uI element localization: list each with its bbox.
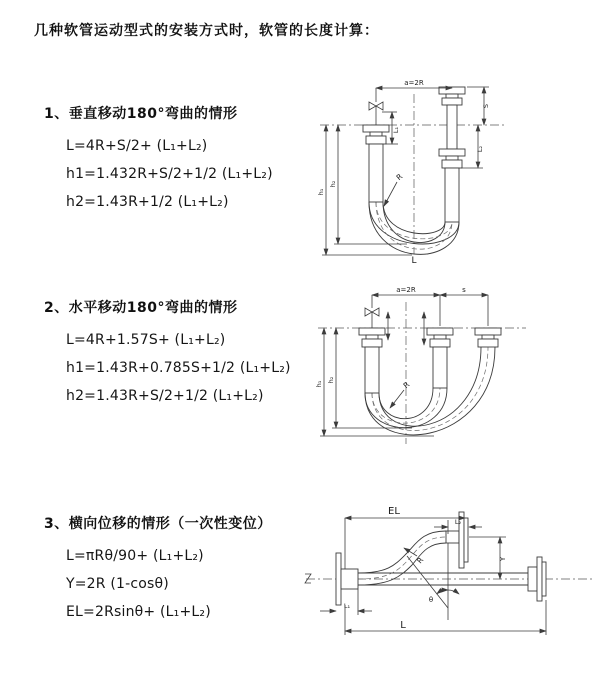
dim-label-s: s [462,286,466,294]
middle-end-fitting [427,328,453,388]
right-flange-original [528,557,546,601]
valve-icon [365,308,379,328]
dim-label-L2: L₂ [454,518,462,526]
formula-h2: h2=1.43R+1/2 (L₁+L₂) [66,194,229,210]
dim-label-R: R [394,171,405,183]
dim-label-a2R: a=2R [404,79,424,87]
diagram-lateral-displacement [298,498,600,646]
formula-h1: h1=1.432R+S/2+1/2 (L₁+L₂) [66,166,273,182]
formula-L: L=4R+1.57S+ (L₁+L₂) [66,332,226,348]
moved-end-fitting [475,328,501,347]
section-3-formulas [44,542,324,626]
dim-label-L2: L₂ [476,145,484,153]
dimensions [317,79,490,266]
centerlines [320,94,504,254]
section-lateral-displacement [44,514,324,626]
dim-label-a2R: a=2R [396,286,416,294]
diagram-vertical-180-bend [312,72,600,267]
page-title: 几种软管运动型式的安装方式时，软管的长度计算： [34,23,379,39]
dim-label-h1: h₁ [317,188,325,196]
left-end-fitting [359,328,385,393]
section-3-heading: 3、横向位移的情形（一次性变位） [44,516,272,532]
formula-Y: Y=2R (1-cosθ) [66,576,169,592]
dim-label-h2: h₂ [329,180,337,188]
dim-label-h2: h₂ [327,376,335,384]
formula-EL: EL=2Rsinθ+ (L₁+L₂) [66,604,211,620]
diagram-horizontal-180-bend [312,282,600,454]
dim-label-L1: L₁ [392,126,400,134]
formula-L: L=4R+S/2+ (L₁+L₂) [66,138,208,154]
section-vertical-180 [44,104,324,216]
dim-label-EL: EL [388,506,400,517]
dim-label-L: L [411,256,417,266]
section-2-heading: 2、水平移动180°弯曲的情形 [44,300,238,316]
valve-icon [369,102,383,125]
formula-h2: h2=1.43R+S/2+1/2 (L₁+L₂) [66,388,264,404]
dim-label-S: S [482,103,490,109]
dim-label-h1: h₁ [315,380,323,388]
dim-label-L1: L₁ [343,602,351,610]
left-flange [336,553,358,605]
centerline-break-mark [305,574,311,583]
section-1-heading: 1、垂直移动180°弯曲的情形 [44,106,238,122]
dim-label-L: L [400,620,406,631]
dim-label-R: R [401,379,412,391]
dim-label-R: R [414,555,426,566]
formula-L: L=πRθ/90+ (L₁+L₂) [66,548,204,564]
s-curve-hose-displaced-position [358,531,446,585]
formula-h1: h1=1.43R+0.785S+1/2 (L₁+L₂) [66,360,291,376]
hose-u-bends [365,347,495,435]
section-1-formulas [44,132,324,216]
dim-label-Y: Y [499,556,507,562]
dimensions [315,286,488,436]
dim-label-theta: θ [428,596,434,604]
centerlines [318,302,526,444]
section-2-formulas [44,326,324,410]
left-end-fitting [363,125,389,202]
section-horizontal-180 [44,298,324,410]
right-end-fitting [439,87,465,222]
